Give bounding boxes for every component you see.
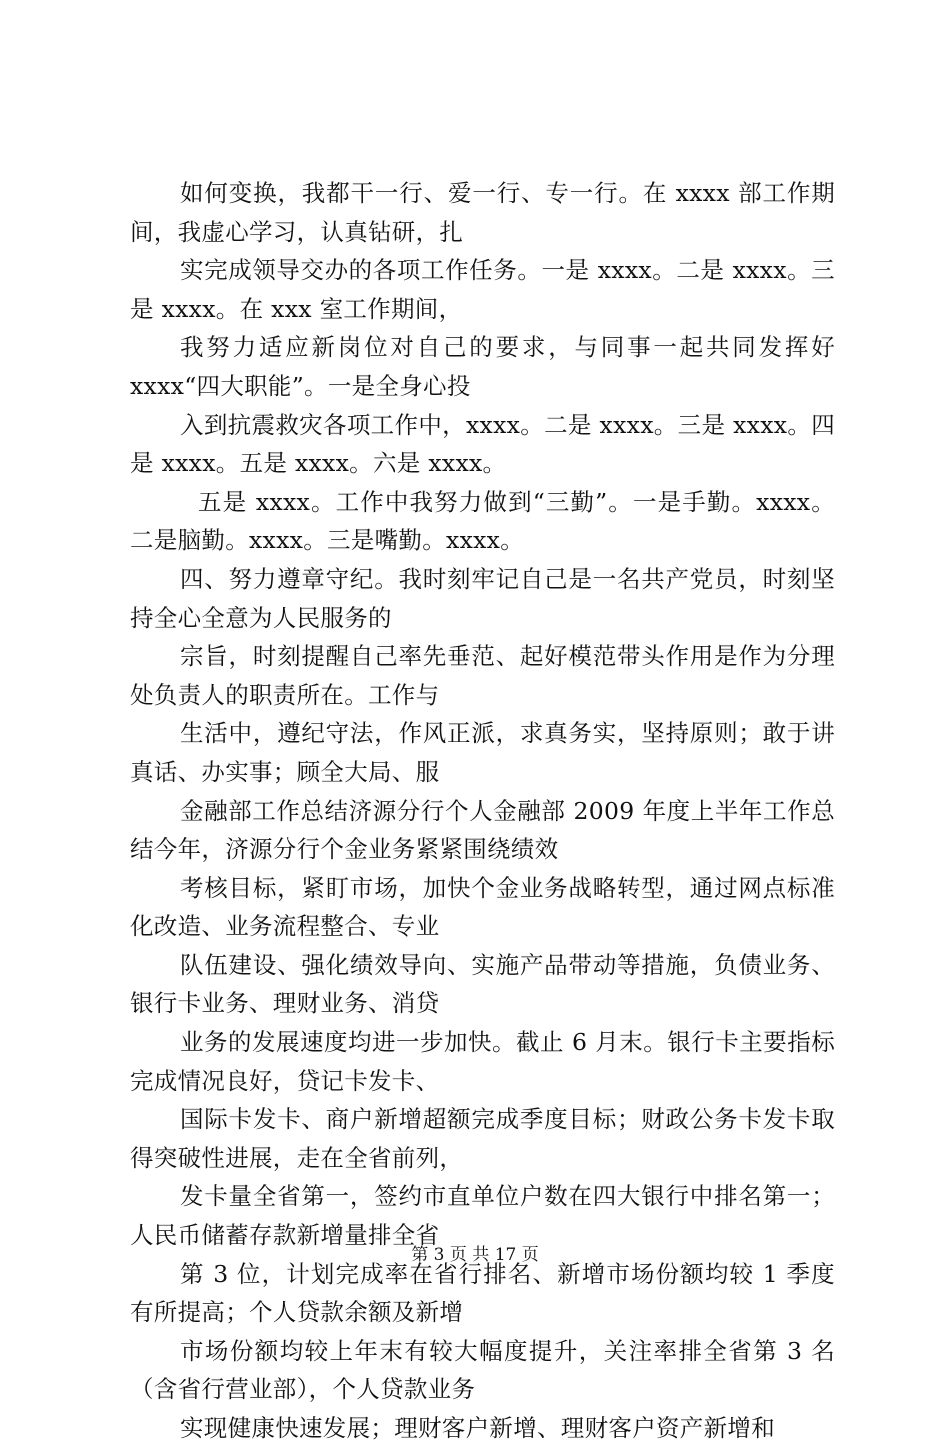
- paragraph: 队伍建设、强化绩效导向、实施产品带动等措施，负债业务、银行卡业务、理财业务、消贷: [130, 950, 835, 1018]
- paragraph: 发卡量全省第一，签约市直单位户数在四大银行中排名第一；人民币储蓄存款新增量排全省: [130, 1182, 835, 1250]
- paragraph: 我努力适应新岗位对自己的要求，与同事一起共同发挥好 xxxx“四大职能”。一是全身心投: [130, 333, 835, 400]
- paragraph: 入到抗震救灾各项工作中，xxxx。二是 xxxx。三是 xxxx。四是 xxxx。五是 xxxx。六是 xxxx。: [130, 410, 835, 478]
- paragraph: 金融部工作总结济源分行个人金融部 2009 年度上半年工作总结今年，济源分行个金业务紧紧围绕绩效: [130, 796, 835, 864]
- paragraph: 实现健康快速发展；理财客户新增、理财客户资产新增和: [180, 1414, 775, 1442]
- paragraph: 宗旨，时刻提醒自己率先垂范、起好模范带头作用是作为分理处负责人的职责所在。工作与: [130, 642, 835, 709]
- paragraph: 市场份额均较上年末有较大幅度提升，关注率排全省第 3 名（含省行营业部），个人贷款业务: [130, 1336, 835, 1404]
- paragraph: 生活中，遵纪守法，作风正派，求真务实，坚持原则；敢于讲真话、办实事；顾全大局、服: [130, 719, 835, 786]
- paragraph: 四、努力遵章守纪。我时刻牢记自己是一名共产党员，时刻坚持全心全意为人民服务的: [130, 564, 835, 632]
- paragraph: 五是 xxxx。工作中我努力做到“三勤”。一是手勤。xxxx。二是脑勤。xxxx。三是嘴勤。xxxx。: [130, 487, 835, 555]
- page-number-footer: 第 3 页 共 17 页: [411, 1245, 539, 1265]
- paragraph: 国际卡发卡、商户新增超额完成季度目标；财政公务卡发卡取得突破性进展，走在全省前列，: [130, 1105, 835, 1172]
- paragraph: 业务的发展速度均进一步加快。截止 6 月末。银行卡主要指标完成情况良好，贷记卡发卡、: [130, 1028, 835, 1095]
- paragraph: 考核目标，紧盯市场，加快个金业务战略转型，通过网点标准化改造、业务流程整合、专业: [130, 873, 835, 941]
- paragraph: 实完成领导交办的各项工作任务。一是 xxxx。二是 xxxx。三是 xxxx。在 xxx 室工作期间，: [130, 256, 835, 323]
- paragraph: 如何变换，我都干一行、爱一行、专一行。在 xxxx 部工作期间，我虚心学习，认真钻研，扎: [130, 179, 835, 246]
- paragraph: 第 3 位，计划完成率在省行排名、新增市场份额均较 1 季度有所提高；个人贷款余额及新增: [130, 1259, 835, 1327]
